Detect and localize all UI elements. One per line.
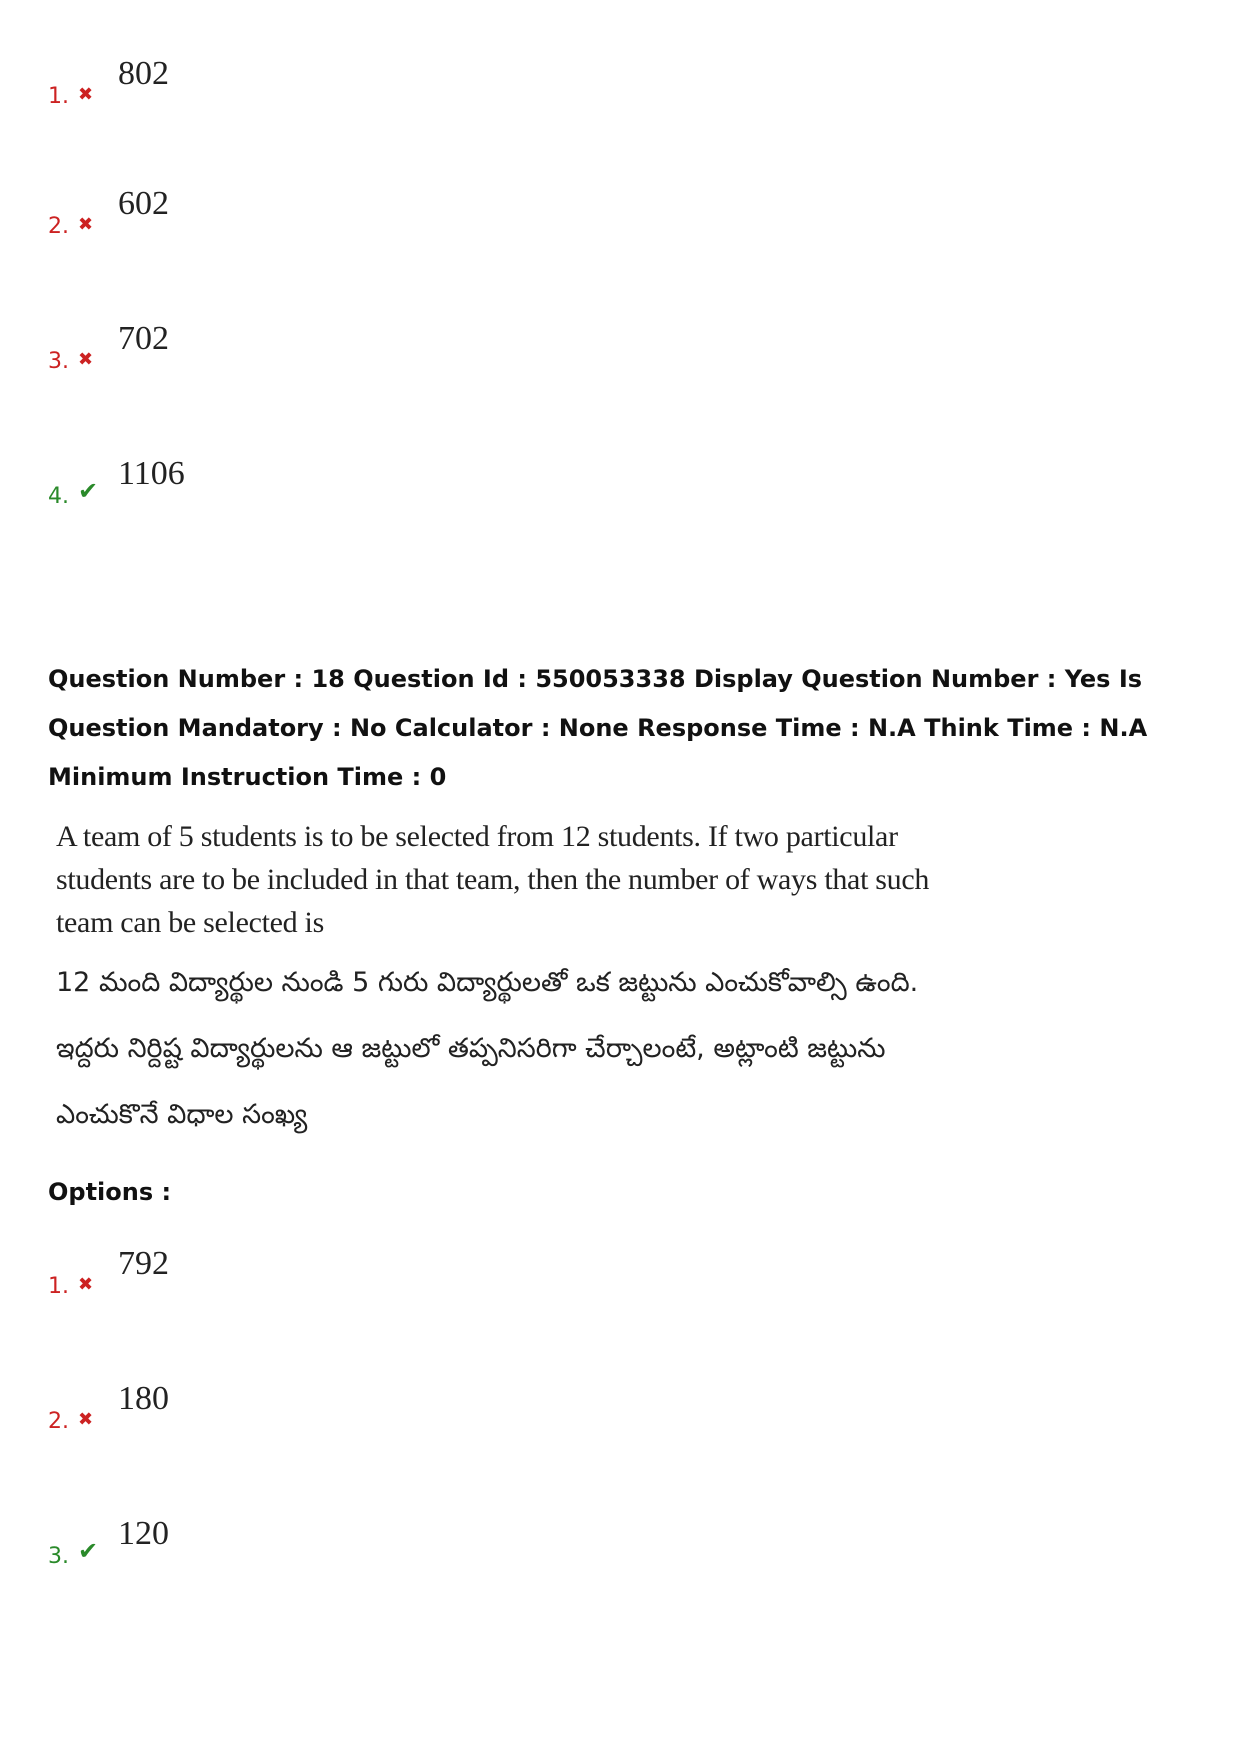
option-value: 1106 <box>118 455 185 492</box>
question-text-block <box>48 815 948 1148</box>
question-meta: Question Number : 18 Question Id : 550053338 Display Question Number : Yes Is Question Mandatory : No Calculator : None Response Time : N.A Think Time : N.A Minimum Instruction Time : 0 <box>48 665 1148 791</box>
option-number: 1. <box>48 84 69 109</box>
options-label: Options : <box>48 1178 172 1206</box>
cross-icon: ✖ <box>78 214 94 235</box>
option-3 <box>48 1515 448 1575</box>
option-value: 602 <box>118 185 169 222</box>
cross-icon: ✖ <box>78 84 94 105</box>
cross-icon: ✖ <box>78 349 94 370</box>
prev-option-2 <box>48 185 448 245</box>
option-2 <box>48 1380 448 1440</box>
cross-icon: ✖ <box>78 1409 94 1430</box>
option-number: 2. <box>48 214 69 239</box>
option-value: 792 <box>118 1245 169 1282</box>
option-value: 702 <box>118 320 169 357</box>
option-value: 180 <box>118 1380 169 1417</box>
option-number: 3. <box>48 1544 69 1569</box>
check-icon: ✔ <box>78 477 99 505</box>
cross-icon: ✖ <box>78 1274 94 1295</box>
option-number: 4. <box>48 484 69 509</box>
question-text-telugu: 12 మంది విద్యార్థుల నుండి 5 గురు విద్యార్థులతో ఒక జట్టును ఎంచుకోవాల్సి ఉంది. ఇద్దరు నిర్దిష్ట విద్యార్థులను ఆ జట్టులో తప్పనిసరిగా చేర్చాలంటే, అట్లాంటి జట్టును ఎంచుకొనే విధాల సంఖ్య <box>56 967 919 1130</box>
option-value: 120 <box>118 1515 169 1552</box>
check-icon: ✔ <box>78 1537 99 1565</box>
question-text-english: A team of 5 students is to be selected from 12 students. If two particular students are to be included in that team, then the number of ways that such team can be selected is <box>56 820 930 939</box>
option-number: 2. <box>48 1409 69 1434</box>
prev-option-3 <box>48 320 448 380</box>
prev-option-1 <box>48 55 448 115</box>
option-number: 3. <box>48 349 69 374</box>
option-value: 802 <box>118 55 169 92</box>
option-1 <box>48 1245 448 1305</box>
prev-option-4 <box>48 455 448 515</box>
option-number: 1. <box>48 1274 69 1299</box>
